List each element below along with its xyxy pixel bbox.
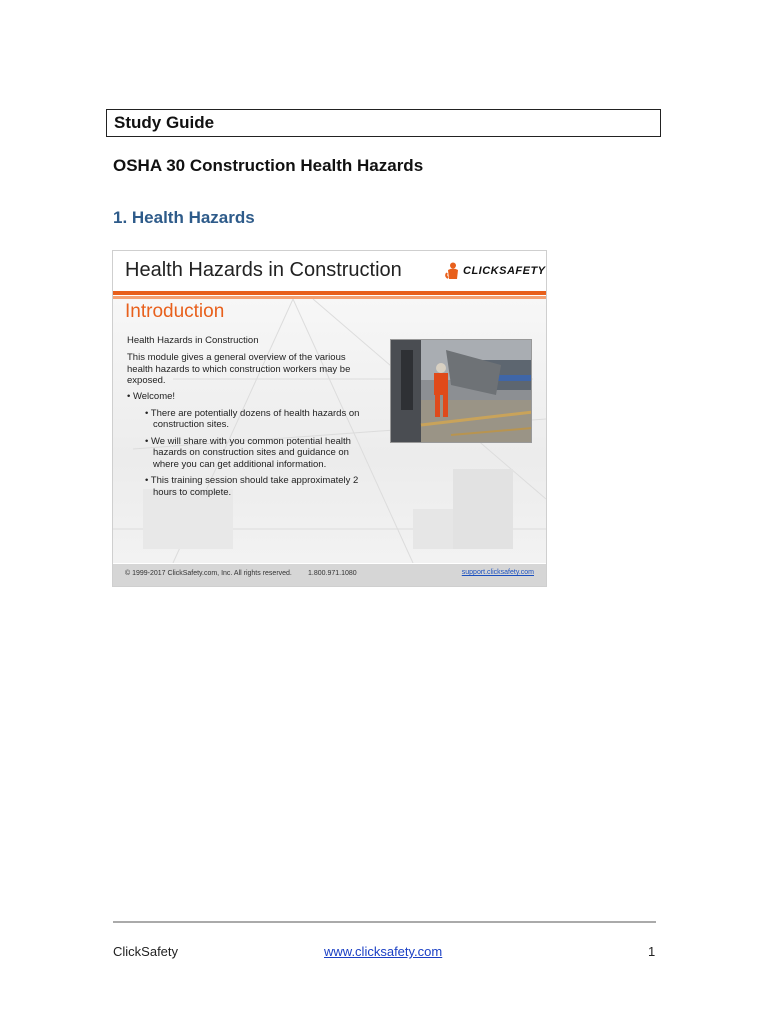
intro-subheading: Health Hazards in Construction xyxy=(127,335,259,346)
document-title: OSHA 30 Construction Health Hazards xyxy=(113,156,424,175)
slide-footer xyxy=(113,564,546,586)
slide-copyright: © 1999-2017 ClickSafety.com, Inc. All rights reserved. xyxy=(125,570,292,577)
slide-body xyxy=(113,299,546,563)
bullet-list xyxy=(127,391,377,503)
intro-description: This module gives a general overview of the various health hazards to which construction workers may be exposed. xyxy=(127,352,351,386)
section-heading: 1. Health Hazards xyxy=(113,208,255,227)
bullet-item: • We will share with you common potential health hazards on construction sites and guidance on where you can get additional information. xyxy=(145,435,351,470)
intro-heading: Introduction xyxy=(125,301,225,322)
study-guide-box: Study Guide xyxy=(106,109,661,137)
slide-header xyxy=(113,251,546,291)
clicksafety-logo xyxy=(445,261,546,281)
footer-company: ClickSafety xyxy=(113,944,179,959)
slide-phone: 1.800.971.1080 xyxy=(308,570,357,577)
footer-website-link[interactable]: www.clicksafety.com xyxy=(324,944,443,959)
footer-divider xyxy=(113,921,656,923)
logo-text: CLICKSAFETY xyxy=(463,265,546,277)
bullet-item: • Welcome! xyxy=(127,391,176,402)
construction-worker-photo xyxy=(390,339,532,443)
page-number: 1 xyxy=(648,944,656,959)
slide-image xyxy=(112,250,547,587)
slide-accent-bar xyxy=(113,291,546,295)
slide-support-link[interactable]: support.clicksafety.com xyxy=(461,569,534,576)
slide-title: Health Hazards in Construction xyxy=(125,259,402,281)
bullet-item: • There are potentially dozens of health hazards on construction sites. xyxy=(145,407,360,430)
bullet-item: • This training session should take approximately 2 hours to complete. xyxy=(145,475,359,498)
clicksafety-logo-icon xyxy=(445,262,461,280)
